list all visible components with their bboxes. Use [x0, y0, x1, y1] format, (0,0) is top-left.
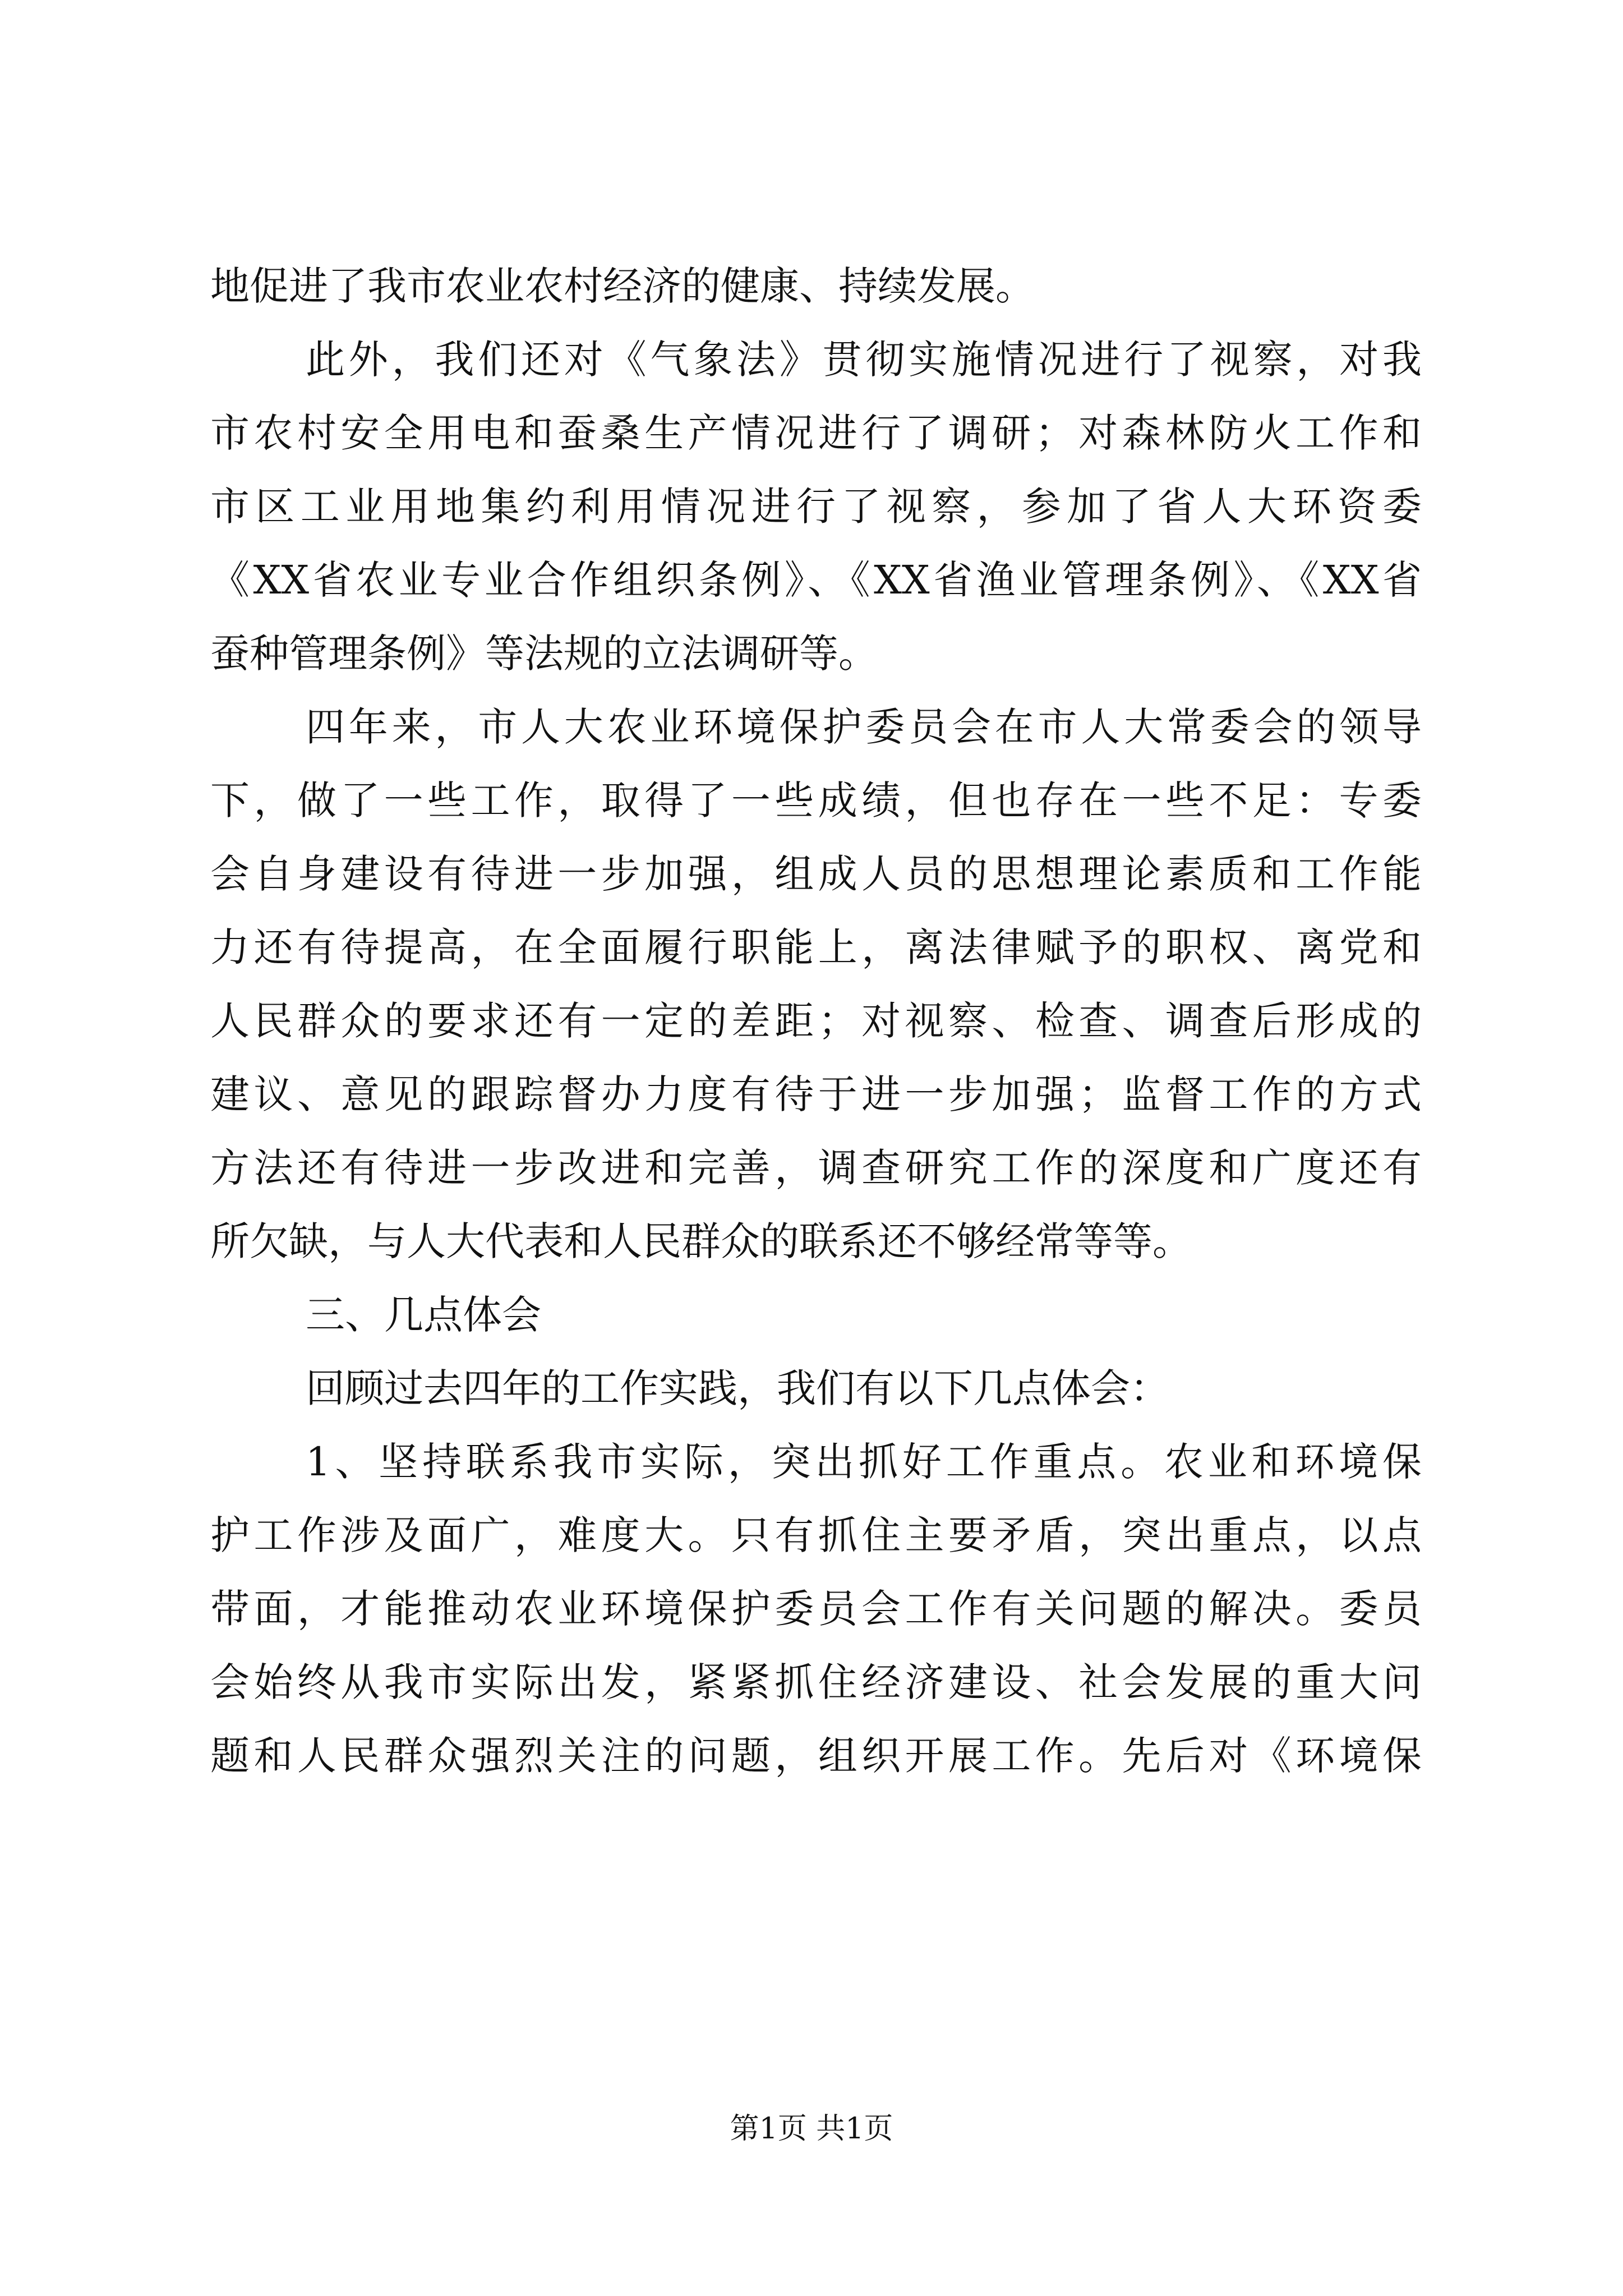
section-heading: 三、几点体会 — [306, 1292, 541, 1338]
text-line: 带面，才能推动农业环境保护委员会工作有关问题的解决。委员 — [210, 1586, 1422, 1632]
text-line: 下，做了一些工作，取得了一些成绩，但也存在一些不足：专委 — [210, 777, 1422, 823]
body-text — [210, 250, 1422, 1793]
text-line: 所欠缺，与人大代表和人民群众的联系还不够经常等等。 — [210, 1218, 1192, 1264]
text-line: 市区工业用地集约利用情况进行了视察，参加了省人大环资委 — [210, 484, 1422, 530]
text-line: 人民群众的要求还有一定的差距；对视察、检查、调查后形成的 — [210, 998, 1422, 1044]
text-line: 地促进了我市农业农村经济的健康、持续发展。 — [210, 263, 1035, 309]
text-line: 会始终从我市实际出发，紧紧抓住经济建设、社会发展的重大问 — [210, 1659, 1422, 1705]
text-line: 会自身建设有待进一步加强，组成人员的思想理论素质和工作能 — [210, 851, 1422, 897]
text-line: 1、坚持联系我市实际，突出抓好工作重点。农业和环境保 — [306, 1439, 1422, 1485]
text-line: 方法还有待进一步改进和完善，调查研究工作的深度和广度还有 — [210, 1145, 1422, 1191]
text-line: 护工作涉及面广，难度大。只有抓住主要矛盾，突出重点，以点 — [210, 1512, 1422, 1558]
text-line: 蚕种管理条例》等法规的立法调研等。 — [210, 631, 878, 677]
text-line: 《XX省农业专业合作组织条例》、《XX省渔业管理条例》、《XX省 — [210, 557, 1422, 603]
text-line: 此外，我们还对《气象法》贯彻实施情况进行了视察，对我 — [306, 337, 1422, 383]
text-line: 四年来，市人大农业环境保护委员会在市人大常委会的领导 — [306, 704, 1422, 750]
text-line: 建议、意见的跟踪督办力度有待于进一步加强；监督工作的方式 — [210, 1071, 1422, 1117]
text-line: 回顾过去四年的工作实践，我们有以下几点体会： — [306, 1365, 1169, 1411]
page-footer: 第1页 共1页 — [730, 2112, 893, 2146]
text-line: 力还有待提高，在全面履行职能上，离法律赋予的职权、离党和 — [210, 924, 1422, 970]
text-line: 市农村安全用电和蚕桑生产情况进行了调研；对森林防火工作和 — [210, 410, 1422, 456]
text-line: 题和人民群众强烈关注的问题，组织开展工作。先后对《环境保 — [210, 1733, 1422, 1779]
